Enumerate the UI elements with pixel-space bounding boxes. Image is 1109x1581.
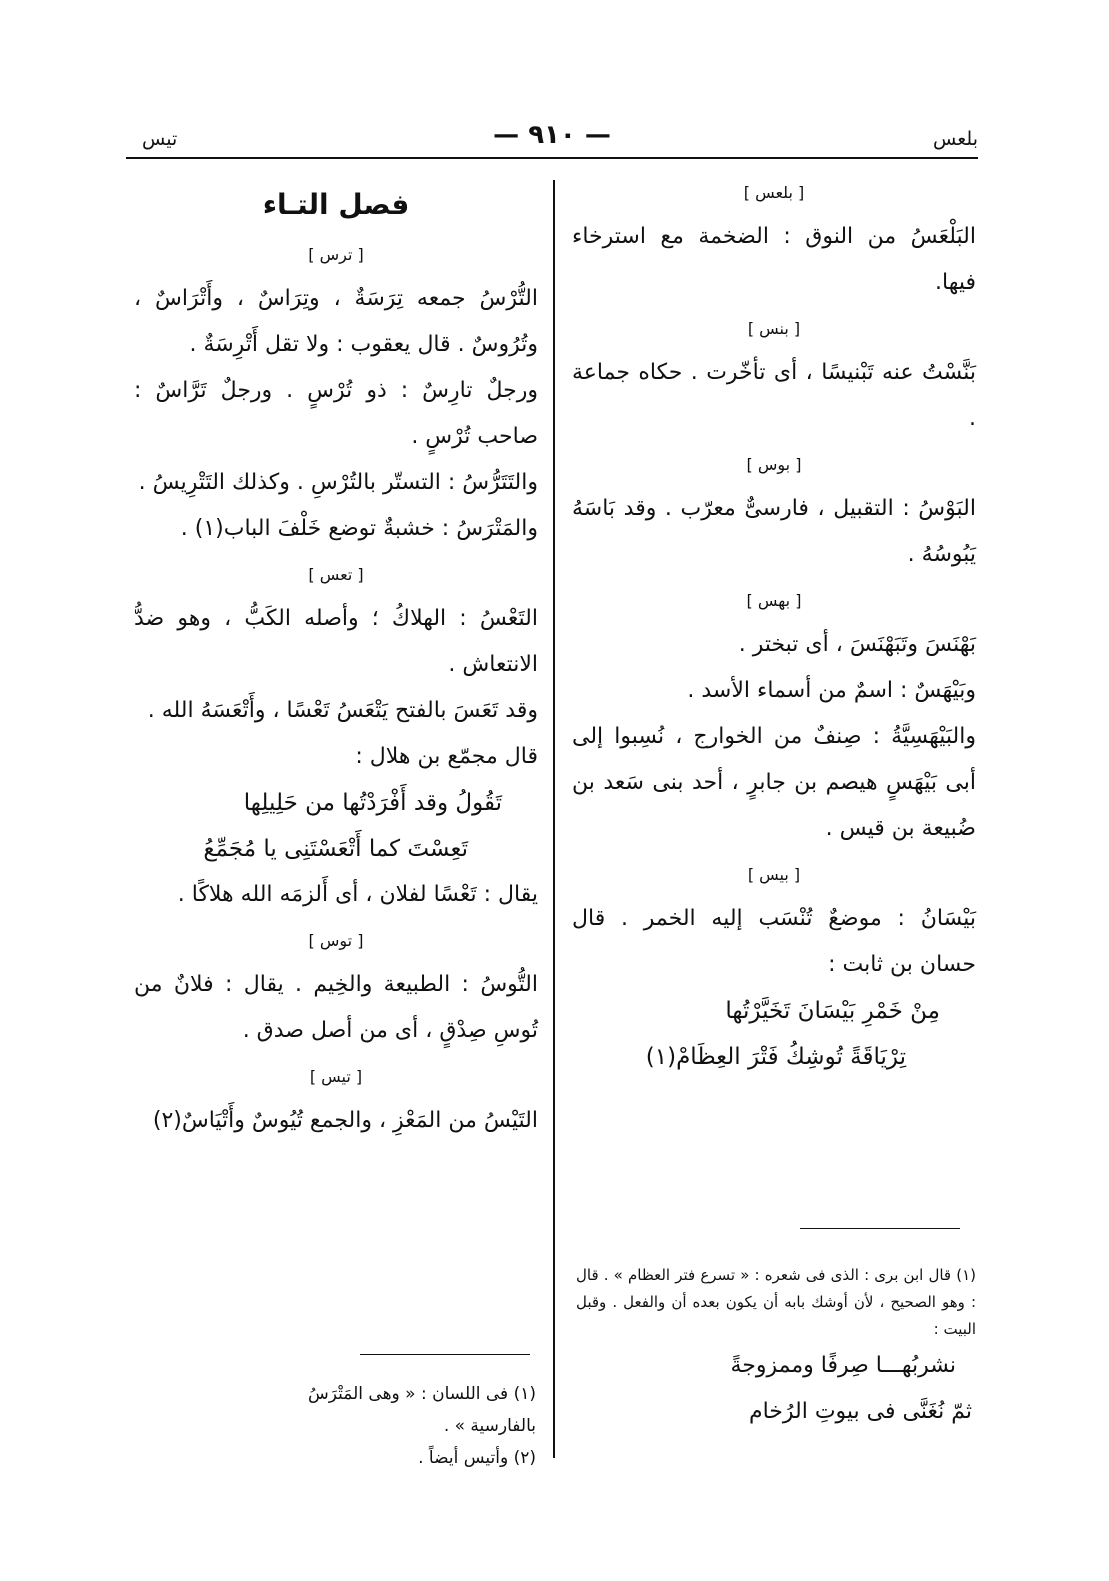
entry-text: البَوْسُ : التقبيل ، فارسىٌّ معرّب . وقد بَاسَهُ يَبُوسُهُ .	[572, 496, 976, 567]
entry-text: التَعْسُ : الهلاكُ ؛ وأصله الكَبُّ ، وهو ضدُّ الانتعاش .	[134, 606, 538, 677]
entry-head-bys: [ بيس ]	[572, 858, 976, 892]
footnote-verse: ثمّ نُغَنَّى فى بيوتِ الرُخام	[748, 1399, 972, 1424]
header-rule	[126, 157, 978, 159]
footnote-line: (٢) وأتيس أيضاً .	[418, 1448, 536, 1468]
footnote-line: (١) فى اللسان : « وهى المَتْرَسُ بالفارسية » .	[308, 1384, 536, 1436]
entry-text: والمَتْرَسُ : خشبةٌ توضع خَلْفَ الباب(١) .	[180, 516, 538, 541]
footnote-verse: نشربُهـــا صِرفًا وممزوجةً	[730, 1353, 956, 1378]
column-divider	[553, 180, 555, 1458]
entry-text: وقد تَعَسَ بالفتح يَتْعَسُ تَعْسًا ، وأَتْعَسَهُ الله .	[147, 698, 538, 723]
entry-head-bws: [ بوس ]	[572, 448, 976, 482]
entry-text: بَيْسَانُ : موضعٌ تُنْسَب إليه الخمر . قال حسان بن ثابت :	[572, 906, 976, 977]
left-column	[134, 170, 538, 1144]
entry-head-trs: [ ترس ]	[134, 238, 538, 272]
verse-line: تَعِسْتَ كما أَتْعَسْتَنِى يا مُجَمِّعُ	[203, 836, 468, 862]
entry-text: بَنَّسْتُ عنه تَبْنيسًا ، أى تأخّرت . حكاه جماعة .	[572, 360, 976, 431]
entry-text: التَيْسُ من المَعْزِ ، والجمع تُيُوسٌ وأَتْيَاسٌ(٢)	[152, 1108, 538, 1133]
entry-text: والتَتَرُّسُ : التستّر بالتُرْسِ . وكذلك التَتْرِيسُ .	[138, 470, 538, 495]
footnotes-left	[300, 1378, 536, 1474]
entry-text: والبَيْهَسِيَّةُ : صِنفٌ من الخوارج ، نُسِبوا إلى أبى بَيْهَسٍ هيصم بن جابرٍ ، أحد بنى سَعد بن ضُبيعة بن قيس .	[572, 724, 976, 841]
entry-head-tws: [ توس ]	[134, 924, 538, 958]
verse-line: تَقُولُ وقد أَفْرَدْتُها من حَلِيلِها	[243, 790, 502, 816]
entry-head-tys: [ تيس ]	[134, 1060, 538, 1094]
footnote-text: (١) قال ابن برى : الذى فى شعره : « تسرع فتر العظام » . قال : وهو الصحيح ، لأن أوشك بابه أن يكون بعده أن والفعل . وقبل البيت :	[576, 1266, 976, 1338]
page-header	[126, 118, 978, 158]
footnotes-right	[576, 1262, 976, 1435]
entry-text: التُّرْسُ جمعه تِرَسَةٌ ، وتِرَاسٌ ، وأَتْرَاسٌ ، وتُرُوسٌ . قال يعقوب : ولا تقل أَتْرِسَةٌ .	[134, 286, 538, 357]
verse-line: مِنْ خَمْرِ بَيْسَانَ تَخَيَّرْتُها	[725, 998, 940, 1024]
entry-text: وبَيْهَسٌ : اسمٌ من أسماء الأسد .	[687, 678, 976, 703]
entry-head-bls: [ بلعس ]	[572, 176, 976, 210]
entry-head-bns: [ بنس ]	[572, 312, 976, 346]
entry-text: ورجلٌ تارِسٌ : ذو تُرْسٍ . ورجلٌ تَرَّاسٌ : صاحب تُرْسٍ .	[134, 378, 538, 449]
footnote-rule-right	[800, 1228, 960, 1229]
header-right-word: بلعس	[933, 128, 978, 150]
entry-text: البَلْعَسُ من النوق : الضخمة مع استرخاء فيها.	[572, 224, 976, 295]
entry-text: قال مجمّع بن هلال :	[355, 744, 538, 769]
entry-head-bhs: [ بهس ]	[572, 584, 976, 618]
header-left-word: تيس	[142, 128, 178, 150]
entry-text: بَهْنَسَ وتَبَهْنَسَ ، أى تبختر .	[738, 632, 976, 657]
section-title: فصل التـاء	[262, 188, 410, 221]
verse-line: تِرْيَاقَةً تُوشِكُ فَتْرَ العِظَامْ(١)	[645, 1044, 906, 1070]
entry-text: يقال : تَعْسًا لفلان ، أى أَلزمَه الله هلاكًا .	[177, 882, 538, 907]
page-number: — ٩١٠ —	[493, 120, 611, 150]
right-column	[572, 170, 976, 1080]
footnote-rule-left	[360, 1354, 530, 1355]
entry-head-ts: [ تعس ]	[134, 558, 538, 592]
entry-text: التُّوسُ : الطبيعة والخِيم . يقال : فلانٌ من تُوسِ صِدْقٍ ، أى من أصل صدق .	[134, 972, 538, 1043]
